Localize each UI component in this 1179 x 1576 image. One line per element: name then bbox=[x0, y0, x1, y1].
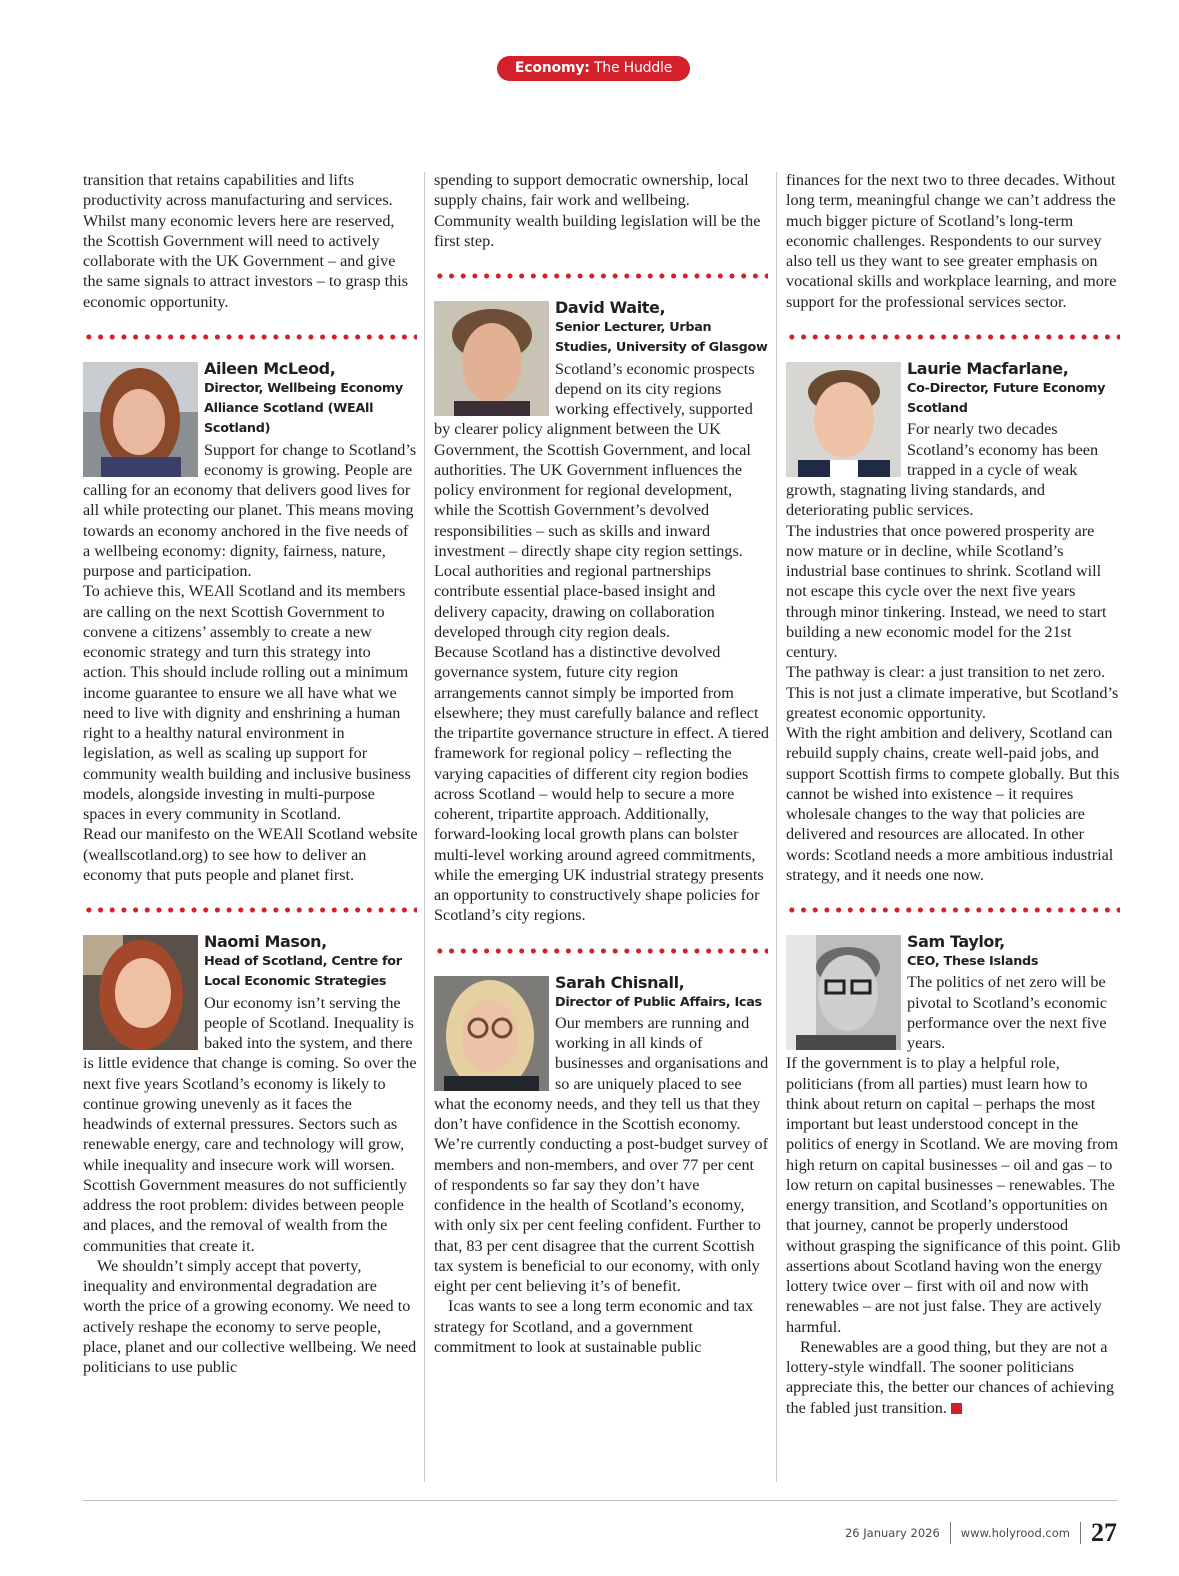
contributor-role: Head of Scotland, Centre for Local Economic Strategies bbox=[204, 954, 402, 990]
continued-text: finances for the next two to three decades. Without long term, meaningful change we can’t address the much bigger picture of Scotland’s long-term economic challenges. Respondents to our survey also tell us they want to see greater emphasis on vocational skills and workplace learning, and more support for the professional services sector. bbox=[786, 171, 1117, 311]
contributor-name: Sam Taylor, bbox=[907, 932, 1005, 951]
column-2 bbox=[434, 170, 769, 1357]
section-tag bbox=[497, 56, 690, 81]
contributor-naomi-mason bbox=[83, 932, 418, 1377]
contributor-role: Director, Wellbeing Economy Alliance Scotland (WEAll Scotland) bbox=[204, 380, 403, 437]
contributor-name: Sarah Chisnall, bbox=[555, 972, 685, 992]
continued-text: spending to support democratic ownership, local supply chains, fair work and wellbeing. Community wealth building legislation will be the first step. bbox=[434, 171, 761, 250]
body-paragraph: Read our manifesto on the WEAll Scotland website (weallscotland.org) to see how to deliver an economy that puts people and planet first. bbox=[83, 825, 418, 884]
footer-separator bbox=[950, 1522, 951, 1544]
contributor-aileen-mcleod bbox=[83, 359, 418, 885]
contributor-name: David Waite, bbox=[555, 298, 666, 317]
body-paragraph: Scotland’s economic prospects depend on its city regions working effectively, supported by clearer policy alignment between the UK Government, the Scottish Government, and local authorities. The UK Government influences the policy environment for regional development, while the Scottish Government’s devolved responsibilities – such as skills and inward investment – directly shape city region settings. Local authorities and regional partnerships contribute essential place-based insight and delivery capacity, drawing on collaboration developed through city region deals. bbox=[434, 359, 755, 641]
subsection-label: The Huddle bbox=[593, 60, 673, 76]
column-divider bbox=[776, 172, 777, 1482]
body-paragraph: With the right ambition and delivery, Scotland can rebuild supply chains, create well-paid jobs, and support Scottish firms to compete globally. But this cannot be wished into existence – it requires wholesale changes to the way that policies are delivered and resources are allocated. In other words: Scotland needs a more ambitious industrial strategy, and it needs one now. bbox=[786, 724, 1120, 884]
body-paragraph: If the government is to play a helpful role, politicians (from all parties) must learn how to think about return on capital – perhaps the most important but least understood concept in the politics of energy in Scotland. We are moving from high return on capital businesses – oil and gas – to low return on capital businesses – renewables. The energy transition, and Scotland’s opportunities on that journey, cannot be properly understood without grasping the significance of this point. Glib assertions about Scotland having won the energy lottery twice over – first with oil and now with renewables – are not just false. They are actively harmful. bbox=[786, 1054, 1121, 1336]
footer-rule bbox=[83, 1500, 1118, 1501]
contributor-role: CEO, These Islands bbox=[907, 954, 1039, 969]
contributor-role: Senior Lecturer, Urban Studies, University of Glasgow bbox=[555, 320, 768, 356]
portrait-photo bbox=[434, 976, 549, 1091]
website-link[interactable]: www.holyrood.com bbox=[960, 1526, 1070, 1540]
body-paragraph: Our members are running and working in all kinds of businesses and organisations and so are uniquely placed to see what the economy needs, and they tell us that they don’t have confidence in the Scottish economy. We’re currently conducting a post-budget survey of members and non-members, and over 77 per cent of respondents so far say they don’t have confidence in the health of Scotland’s economy, with only six per cent feeling confident. Further to that, 83 per cent disagree that the current Scottish tax system is beneficial to our economy, with only eight per cent believing it’s of benefit. bbox=[434, 1013, 769, 1295]
contributor-sarah-chisnall bbox=[434, 973, 769, 1358]
footer-separator bbox=[1080, 1522, 1081, 1544]
portrait-photo bbox=[786, 362, 901, 477]
contributor-david-waite bbox=[434, 298, 769, 926]
column-1 bbox=[83, 170, 418, 1377]
body-paragraph: Our economy isn’t serving the people of Scotland. Inequality is baked into the system, and there is little evidence that change is coming. So over the next five years Scotland’s economy is likely to continue growing unevenly as it faces the headwinds of external pressures. Sectors such as renewable energy, care and technology will grow, while inequality and insecure work will worsen. Scottish Government measures do not sufficiently address the root problem: divides between people and places, and the removal of wealth from the communities that create it. bbox=[83, 993, 417, 1255]
portrait-photo bbox=[83, 362, 198, 477]
body-paragraph bbox=[786, 1337, 1121, 1418]
dotted-divider bbox=[434, 948, 768, 954]
page-footer bbox=[845, 1520, 1117, 1546]
body-paragraph: Support for change to Scotland’s economy is growing. People are calling for an economy that delivers good lives for all while protecting our planet. This means moving towards an economy anchored in the five needs of a wellbeing economy: dignity, fairness, nature, purpose and participation. bbox=[83, 440, 417, 580]
column-3 bbox=[786, 170, 1121, 1418]
page-number: 27 bbox=[1091, 1518, 1117, 1547]
dotted-divider bbox=[786, 907, 1120, 913]
body-paragraph: To achieve this, WEAll Scotland and its members are calling on the next Scottish Government to convene a citizens’ assembly to create a new economic strategy and turn this strategy into action. This should include rolling out a minimum income guarantee to ensure we all have what we need to live with dignity and enshrining a human right to a healthy natural environment in legislation, as well as scaling up support for community wealth building and inclusive business models, alongside investing in multi-purpose spaces in every community in Scotland. bbox=[83, 582, 411, 823]
column-divider bbox=[424, 172, 425, 1482]
continued-text: transition that retains capabilities and lifts productivity across manufacturing and services. Whilst many economic levers here are reserved, the Scottish Government will need to actively collaborate with the UK Government – and give the same signals to attract investors – to grasp this economic opportunity. bbox=[83, 171, 409, 311]
portrait-photo bbox=[83, 935, 198, 1050]
body-paragraph: The pathway is clear: a just transition to net zero. This is not just a climate imperative, but Scotland’s greatest economic opportunity. bbox=[786, 663, 1119, 722]
dotted-divider bbox=[434, 273, 768, 279]
contributor-name: Laurie Macfarlane, bbox=[907, 358, 1069, 378]
contributor-role: Co-Director, Future Economy Scotland bbox=[907, 380, 1106, 416]
contributor-sam-taylor bbox=[786, 932, 1121, 1418]
contributor-role: Director of Public Affairs, Icas bbox=[555, 994, 762, 1010]
body-paragraph: Icas wants to see a long term economic and tax strategy for Scotland, and a government commitment to look at sustainable public bbox=[434, 1297, 754, 1356]
portrait-photo bbox=[434, 301, 549, 416]
contributor-laurie-macfarlane bbox=[786, 359, 1121, 885]
contributor-name: Aileen McLeod, bbox=[204, 358, 336, 378]
dotted-divider bbox=[83, 907, 417, 913]
contributor-name: Naomi Mason, bbox=[204, 932, 327, 951]
dotted-divider bbox=[83, 334, 417, 340]
issue-date: 26 January 2026 bbox=[844, 1526, 940, 1540]
closing-text: Renewables are a good thing, but they are not a lottery-style windfall. The sooner politicians appreciate this, the better our chances of achieving the fabled just transition. bbox=[786, 1337, 1115, 1417]
dotted-divider bbox=[786, 334, 1120, 340]
body-paragraph: We shouldn’t simply accept that poverty, inequality and environmental degradation are worth the price of a growing economy. We need to actively reshape the economy to serve people, place, planet and our collective wellbeing. We need politicians to use public bbox=[83, 1256, 417, 1376]
end-mark-icon bbox=[951, 1403, 962, 1414]
body-paragraph: For nearly two decades Scotland’s economy has been trapped in a cycle of weak growth, stagnating living standards, and deteriorating public services. bbox=[786, 420, 1099, 520]
portrait-photo bbox=[786, 935, 901, 1050]
body-paragraph: The industries that once powered prosperity are now mature or in decline, while Scotland’s industrial base continues to shrink. Scotland will not escape this cycle over the next five years through minor tinkering. Instead, we need to start building a new economic model for the 21st century. bbox=[786, 521, 1107, 661]
body-paragraph: The politics of net zero will be pivotal to Scotland’s economic performance over the next five years. bbox=[907, 973, 1108, 1052]
section-label: Economy: bbox=[514, 60, 590, 76]
body-paragraph: Because Scotland has a distinctive devolved governance system, future city region arrangements cannot simply be imported from elsewhere; they must carefully balance and reflect the tripartite governance structure in effect. A tiered framework for regional policy – reflecting the varying capacities of different city region bodies across Scotland – would help to secure a more coherent, tripartite approach. Additionally, forward-looking local growth plans can bolster multi-level working around agreed commitments, while the emerging UK industrial strategy presents an opportunity to constructively shape policies for Scotland’s city regions. bbox=[434, 643, 769, 925]
